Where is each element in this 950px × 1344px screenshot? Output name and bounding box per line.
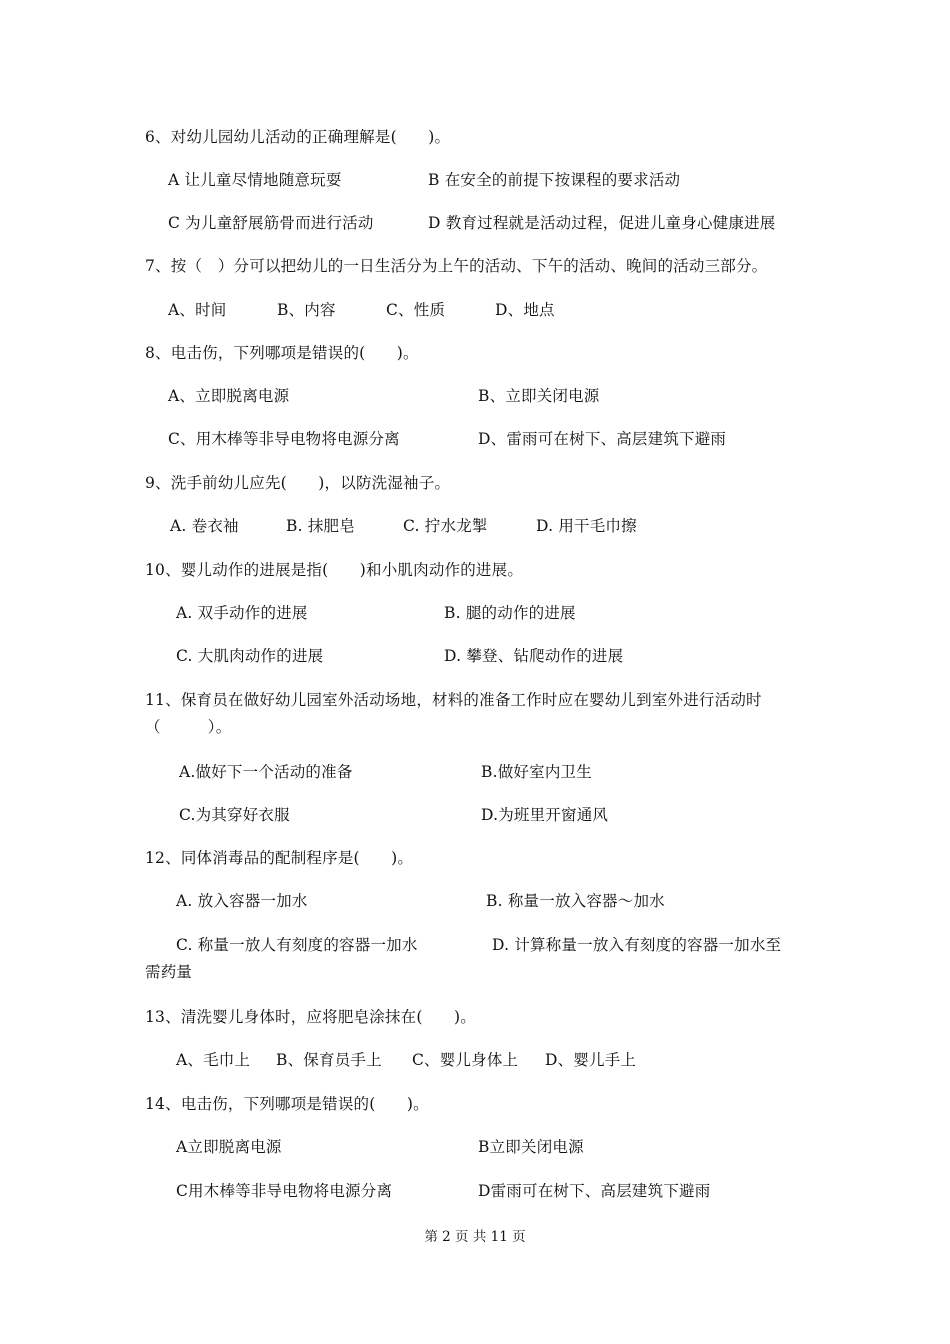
question-6-stem: 6、对幼儿园幼儿活动的正确理解是( )。 <box>145 128 451 146</box>
question-11-option-d: D.为班里开窗通风 <box>481 806 609 824</box>
question-6-option-c: C 为儿童舒展筋骨而进行活动 <box>168 214 374 232</box>
question-10-option-a: A. 双手动作的进展 <box>176 604 308 622</box>
question-10-option-c: C. 大肌肉动作的进展 <box>176 647 324 665</box>
question-9-option-b: B. 抹肥皂 <box>286 517 355 535</box>
question-9-option-d: D. 用干毛巾擦 <box>536 517 637 535</box>
question-14-option-d: D雷雨可在树下、高层建筑下避雨 <box>478 1182 711 1200</box>
question-11-option-c: C.为其穿好衣服 <box>179 806 290 824</box>
question-11-option-b: B.做好室内卫生 <box>481 763 592 781</box>
question-11-stem: 11、保育员在做好幼儿园室外活动场地，材料的准备工作时应在婴幼儿到室外进行活动时 <box>145 691 762 709</box>
question-7-stem: 7、按（ ）分可以把幼儿的一日生活分为上午的活动、下午的活动、晚间的活动三部分。 <box>145 257 768 275</box>
question-9-option-c: C. 拧水龙掣 <box>403 517 488 535</box>
question-7-option-b: B、内容 <box>277 301 336 319</box>
question-8-option-b: B、立即关闭电源 <box>478 387 600 405</box>
question-10-option-d: D. 攀登、钻爬动作的进展 <box>444 647 624 665</box>
question-13-option-a: A、毛巾上 <box>176 1051 251 1069</box>
question-8-option-d: D、雷雨可在树下、高层建筑下避雨 <box>478 430 727 448</box>
question-10-option-b: B. 腿的动作的进展 <box>444 604 576 622</box>
question-14-option-b: B立即关闭电源 <box>478 1138 584 1156</box>
question-12-stem: 12、同体消毒品的配制程序是( )。 <box>145 849 414 867</box>
question-13-option-d: D、婴儿手上 <box>545 1051 637 1069</box>
question-7-option-a: A、时间 <box>168 301 227 319</box>
question-7-option-d: D、地点 <box>495 301 555 319</box>
question-9-option-a: A. 卷衣袖 <box>170 517 239 535</box>
question-12-option-d: D. 计算称量一放入有刻度的容器一加水至 <box>492 936 782 954</box>
question-12-option-b: B. 称量一放入容器～加水 <box>486 892 665 910</box>
question-6-option-d: D 教育过程就是活动过程，促进儿童身心健康进展 <box>428 214 776 232</box>
question-13-option-b: B、保育员手上 <box>276 1051 382 1069</box>
question-14-option-a: A立即脱离电源 <box>176 1138 282 1156</box>
question-10-stem: 10、婴儿动作的进展是指( )和小肌肉动作的进展。 <box>145 561 524 579</box>
question-6-option-b: B 在安全的前提下按课程的要求活动 <box>428 171 681 189</box>
question-13-stem: 13、清洗婴儿身体时，应将肥皂涂抹在( )。 <box>145 1008 476 1026</box>
question-14-option-c: C用木棒等非导电物将电源分离 <box>176 1182 393 1200</box>
question-6-option-a: A 让儿童尽情地随意玩耍 <box>168 171 342 189</box>
question-11-stem-continued: （ ）。 <box>145 718 232 736</box>
question-12-option-c: C. 称量一放人有刻度的容器一加水 <box>176 936 418 954</box>
question-14-stem: 14、电击伤，下列哪项是错误的( )。 <box>145 1095 429 1113</box>
question-12-option-a: A. 放入容器一加水 <box>176 892 308 910</box>
question-9-stem: 9、洗手前幼儿应先( )，以防洗湿袖子。 <box>145 474 451 492</box>
question-8-stem: 8、电击伤，下列哪项是错误的( )。 <box>145 344 419 362</box>
question-13-option-c: C、婴儿身体上 <box>412 1051 519 1069</box>
question-7-option-c: C、性质 <box>386 301 446 319</box>
question-8-option-a: A、立即脱离电源 <box>168 387 290 405</box>
question-8-option-c: C、用木棒等非导电物将电源分离 <box>168 430 400 448</box>
question-12-option-d-continued: 需药量 <box>145 963 193 981</box>
question-11-option-a: A.做好下一个活动的准备 <box>179 763 353 781</box>
page-number-footer: 第 2 页 共 11 页 <box>424 1229 526 1245</box>
